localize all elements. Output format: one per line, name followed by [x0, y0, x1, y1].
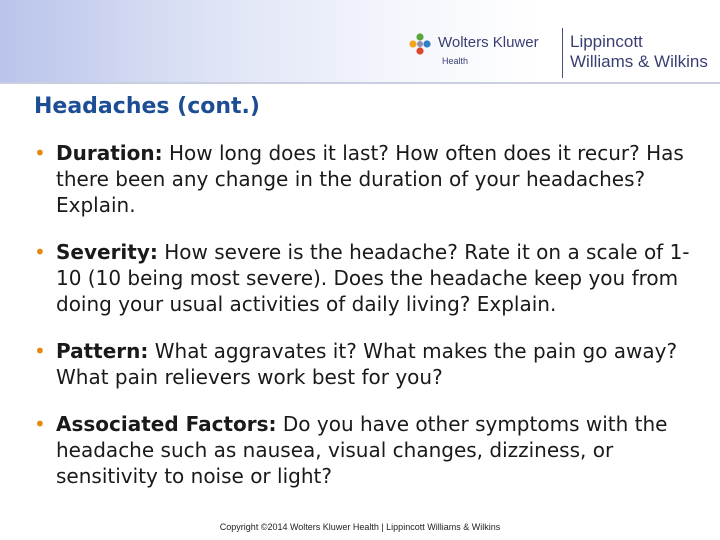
bullet-label: Associated Factors:	[56, 412, 277, 436]
bullet-dot-icon: •	[34, 240, 46, 264]
header-divider	[0, 82, 720, 84]
logo-lippincott-text	[570, 32, 708, 72]
bullet-label: Pattern:	[56, 339, 149, 363]
bullet-text: How long does it last? How often does it recur? Has there been any change in the duration of your headaches? Explain.	[56, 141, 684, 217]
slide-title: Headaches (cont.)	[34, 94, 260, 119]
bullet-severity	[32, 239, 704, 317]
bullet-duration	[32, 140, 704, 218]
logo-divider	[562, 28, 563, 78]
bullet-text: What aggravates it? What makes the pain go away? What pain relievers work best for you?	[56, 339, 678, 389]
bullet-text: How severe is the headache? Rate it on a scale of 1-10 (10 being most severe). Does the headache keep you from doing your usual activities of daily living? Explain.	[56, 240, 690, 316]
bullet-list	[32, 140, 704, 510]
bullet-dot-icon: •	[34, 141, 46, 165]
bullet-label: Severity:	[56, 240, 158, 264]
bullet-associated-factors	[32, 411, 704, 489]
wolters-kluwer-logo-icon	[408, 32, 432, 56]
copyright-footer: Copyright ©2014 Wolters Kluwer Health | Lippincott Williams & Wilkins	[219, 522, 501, 532]
logo-wolters-kluwer-text: Wolters Kluwer	[438, 34, 539, 51]
logo-health-text: Health	[442, 56, 469, 66]
bullet-pattern	[32, 338, 704, 390]
bullet-label: Duration:	[56, 141, 163, 165]
bullet-dot-icon: •	[34, 412, 46, 436]
logo-lippincott-line1: Lippincott	[570, 32, 643, 51]
bullet-text: Do you have other symptoms with the headache such as nausea, visual changes, dizziness, or sensitivity to noise or light?	[56, 412, 668, 488]
bullet-dot-icon: •	[34, 339, 46, 363]
logo-lippincott-line2: Williams & Wilkins	[570, 52, 708, 71]
